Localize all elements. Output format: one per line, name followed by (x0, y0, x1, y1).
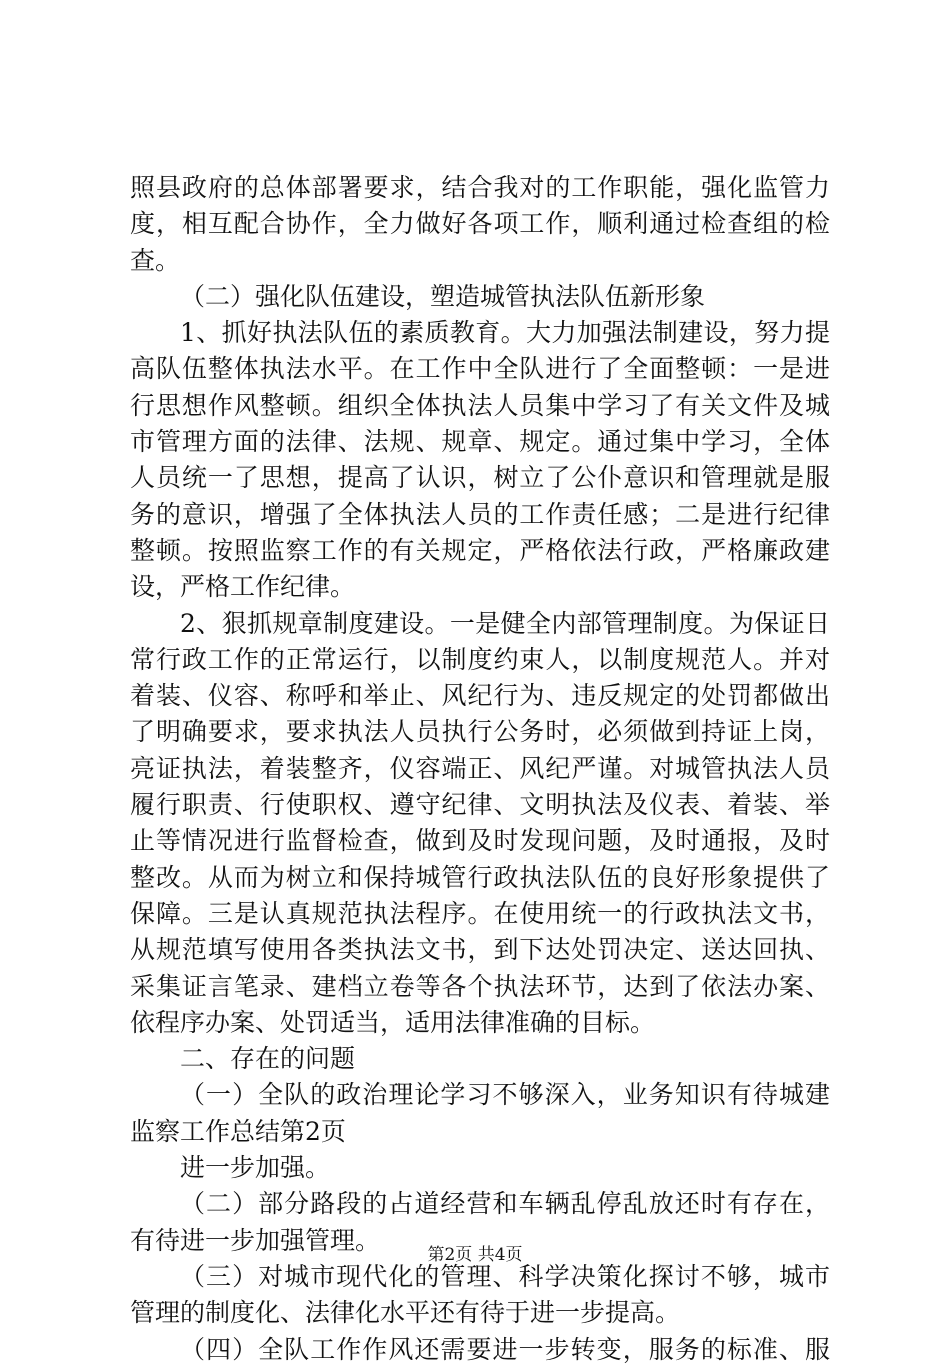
text-line-33: （四）全队工作作风还需要进一步转变，服务的标准、服 (180, 1334, 830, 1364)
text-line-15: 着装、仪容、称呼和举止、风纪行为、违反规定的处罚都做出 (130, 681, 830, 711)
text-line-3: 查。 (130, 245, 181, 275)
text-line-1: 照县政府的总体部署要求，结合我对的工作职能，强化监管力 (130, 173, 830, 202)
text-line-22: 从规范填写使用各类执法文书，到下达处罚决定、送达回执、 (130, 935, 830, 965)
text-line-17: 亮证执法，着装整齐，仪容端正、风纪严谨。对城管执法人员 (130, 753, 830, 783)
text-line-28: 进一步加强。 (180, 1153, 331, 1183)
body-text (130, 170, 830, 1368)
text-line-8: 市管理方面的法律、法规、规章、规定。通过集中学习，全体 (130, 427, 830, 457)
text-line-20: 整改。从而为树立和保持城管行政执法队伍的良好形象提供了 (130, 862, 830, 892)
text-line-5: 1、抓好执法队伍的素质教育。大力加强法制建设，努力提 (180, 318, 830, 348)
text-line-27: 监察工作总结第2页 (130, 1116, 346, 1146)
page-footer: 第2页 共4页 (427, 1245, 523, 1265)
text-line-24: 依程序办案、处罚适当，适用法律准确的目标。 (130, 1007, 656, 1037)
text-line-2: 度，相互配合协作，全力做好各项工作，顺利通过检查组的检 (130, 209, 830, 239)
section-heading-problems: 二、存在的问题 (180, 1044, 356, 1074)
text-line-32: 管理的制度化、法律化水平还有待于进一步提高。 (130, 1298, 681, 1328)
text-line-30: 有待进一步加强管理。 (130, 1225, 381, 1255)
text-line-31: （三）对城市现代化的管理、科学决策化探讨不够，城市 (180, 1261, 830, 1291)
text-line-12: 设，严格工作纪律。 (130, 572, 356, 602)
text-line-16: 了明确要求，要求执法人员执行公务时，必须做到持证上岗， (130, 717, 830, 747)
section-heading-2: （二）强化队伍建设，塑造城管执法队伍新形象 (180, 281, 706, 311)
text-line-26: （一）全队的政治理论学习不够深入，业务知识有待城建 (180, 1080, 830, 1110)
text-line-10: 务的意识，增强了全体执法人员的工作责任感；二是进行纪律 (130, 499, 830, 529)
text-line-29: （二）部分路段的占道经营和车辆乱停乱放还时有存在， (180, 1189, 830, 1219)
text-line-7: 行思想作风整顿。组织全体执法人员集中学习了有关文件及城 (130, 390, 830, 420)
text-line-23: 采集证言笔录、建档立卷等各个执法环节，达到了依法办案、 (130, 971, 830, 1001)
text-line-19: 止等情况进行监督检查，做到及时发现问题，及时通报，及时 (130, 826, 830, 856)
text-line-21: 保障。三是认真规范执法程序。在使用统一的行政执法文书， (130, 898, 830, 928)
text-line-13: 2、狠抓规章制度建设。一是健全内部管理制度。为保证日 (180, 608, 830, 638)
text-line-9: 人员统一了思想，提高了认识，树立了公仆意识和管理就是服 (130, 463, 830, 493)
text-line-18: 履行职责、行使职权、遵守纪律、文明执法及仪表、着装、举 (130, 790, 830, 820)
text-line-11: 整顿。按照监察工作的有关规定，严格依法行政，严格廉政建 (130, 535, 830, 565)
text-line-6: 高队伍整体执法水平。在工作中全队进行了全面整顿：一是进 (130, 354, 830, 384)
text-line-14: 常行政工作的正常运行，以制度约束人，以制度规范人。并对 (130, 644, 830, 674)
